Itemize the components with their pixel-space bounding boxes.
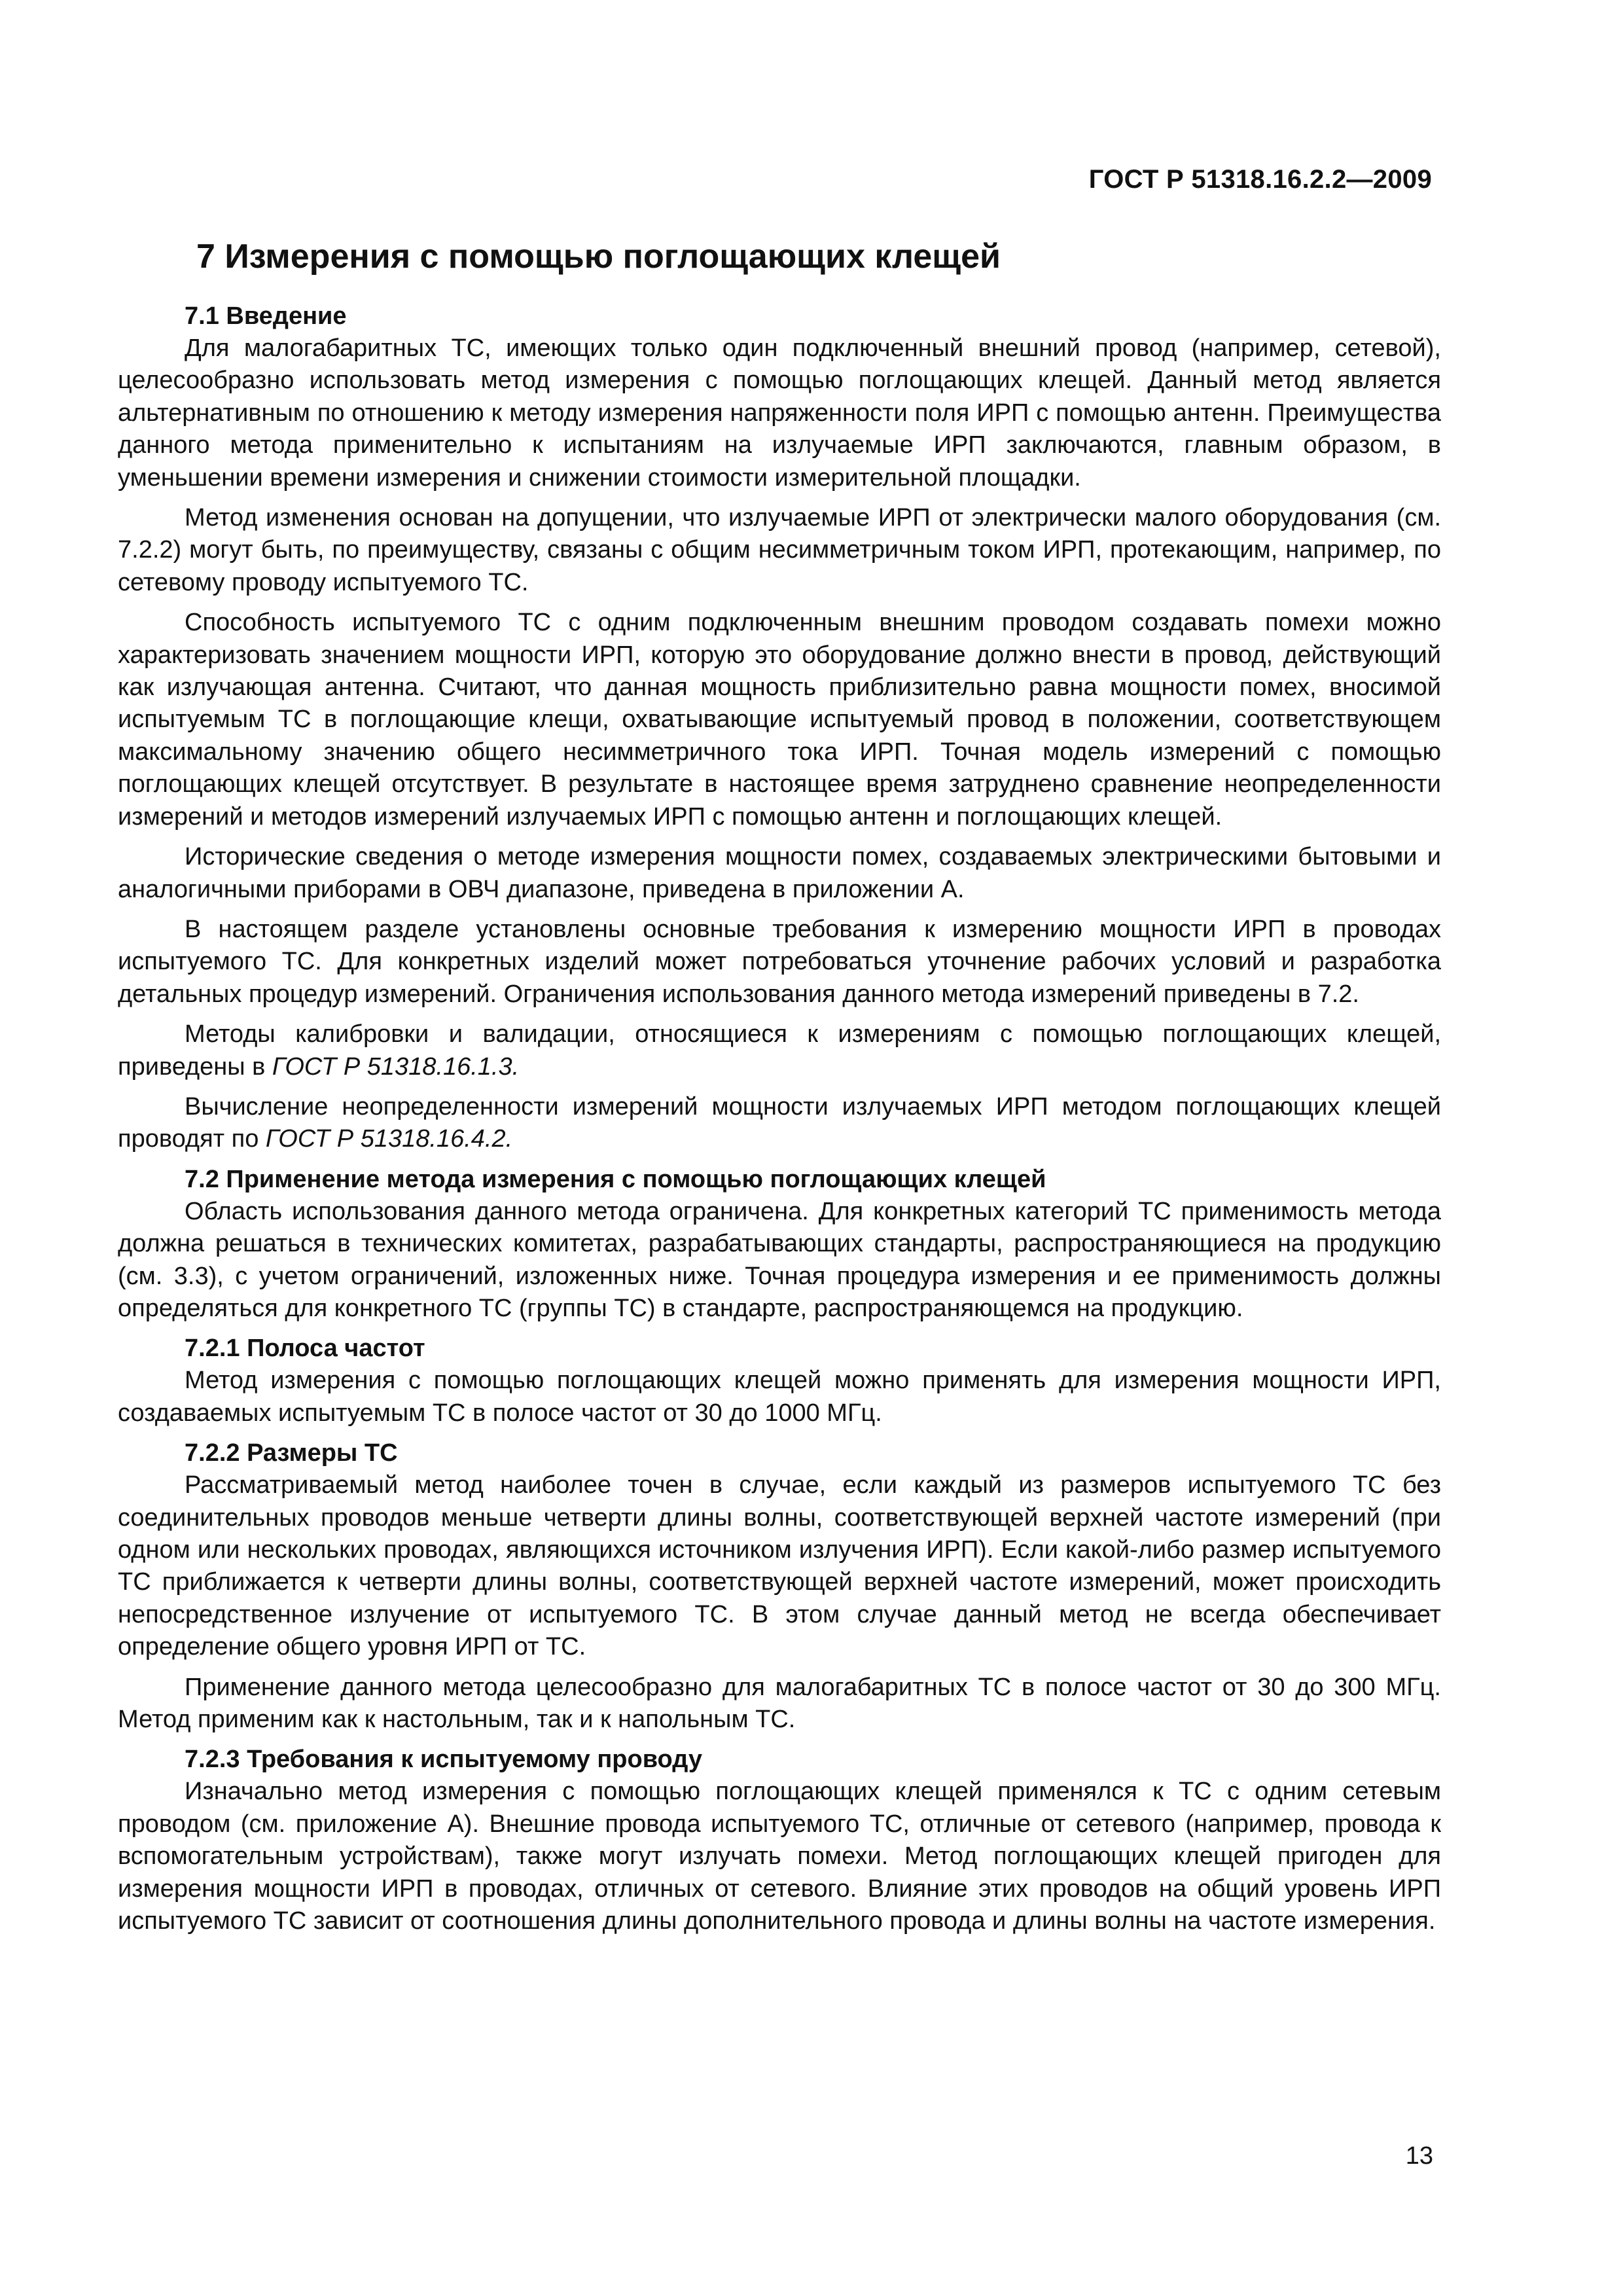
paragraph-7-1-7-text: Вычисление неопределенности измерений мощности излучаемых ИРП методом поглощающих клещей проводят по xyxy=(118,1092,1441,1153)
subsection-title-7-2-3: 7.2.3 Требования к испытуемому проводу xyxy=(185,1746,702,1774)
standard-reference-16-4-2: ГОСТ Р 51318.16.4.2. xyxy=(265,1125,513,1153)
paragraph-7-1-3: Способность испытуемого ТС с одним подключенным внешним проводом создавать помехи можно характеризовать значением мощности ИРП, которую это оборудование должно внести в провод, действующий как излучающая антенна. Считают, что данная мощность приблизительно равна мощности помех, вносимой испытуемым ТС в поглощающие клещи, охватывающие испытуемый провод в положении, соответствующем максимальному значению общего несимметричного тока ИРП. Точная модель измерений с помощью поглощающих клещей отсутствует. В результате в настоящее время затруднено сравнение неопределенности измерений и методов измерений излучаемых ИРП с помощью антенн и поглощающих клещей. xyxy=(118,609,1441,831)
paragraph-7-1-4: Исторические сведения о методе измерения мощности помех, создаваемых электрическими бытовыми и аналогичными приборами в ОВЧ диапазоне, приведена в приложении А. xyxy=(118,843,1441,903)
subsection-title-7-1: 7.1 Введение xyxy=(185,302,347,330)
paragraph-7-2-1-1: Метод измерения с помощью поглощающих клещей можно применять для измерения мощности ИРП, создаваемых испытуемым ТС в полосе частот от 30 до 1000 МГц. xyxy=(118,1367,1441,1427)
paragraph-7-2-2-2: Применение данного метода целесообразно для малогабаритных ТС в полосе частот от 30 до 300 МГц. Метод применим как к настольным, так и к напольным ТС. xyxy=(118,1673,1441,1734)
subsection-title-7-2-1: 7.2.1 Полоса частот xyxy=(185,1335,425,1363)
paragraph-7-2-3-1: Изначально метод измерения с помощью поглощающих клещей применялся к ТС с одним сетевым проводом (см. приложение А). Внешние провода испытуемого ТС, отличные от сетевого (например, провода к вспомогательным устройствам), также могут излучать помехи. Метод поглощающих клещей пригоден для измерения мощности ИРП в проводах, отличных от сетевого. Влияние этих проводов на общий уровень ИРП испытуемого ТС зависит от соотношения длины дополнительного провода и длины волны на частоте измерения. xyxy=(118,1778,1441,1935)
paragraph-7-1-5: В настоящем разделе установлены основные требования к измерению мощности ИРП в проводах испытуемого ТС. Для конкретных изделий может потребоваться уточнение рабочих условий и разработка детальных процедур измерений. Ограничения использования данного метода измерений приведены в 7.2. xyxy=(118,915,1441,1008)
paragraph-7-2-2-1: Рассматриваемый метод наиболее точен в случае, если каждый из размеров испытуемого ТС без соединительных проводов меньше четверти длины волны, соответствующей верхней частоте измерений (при одном или нескольких проводах, являющихся источником излучения ИРП). Если какой-либо размер испытуемого ТС приближается к четверти длины волны, соответствующей верхней частоте измерений, может происходить непосредственное излучение от испытуемого ТС. В этом случае данный метод не всегда обеспечивает определение общего уровня ИРП от ТС. xyxy=(118,1471,1441,1661)
paragraph-7-1-7 xyxy=(118,1091,1441,1156)
subsection-title-7-2: 7.2 Применение метода измерения с помощью поглощающих клещей xyxy=(185,1165,1046,1193)
paragraph-7-2-1: Область использования данного метода ограничена. Для конкретных категорий ТС применимость метода должна решаться в технических комитетах, разрабатывающих стандарты, распространяющиеся на продукцию (см. 3.3), с учетом ограничений, изложенных ниже. Точная процедура измерения и ее применимость должны определяться для конкретного ТС (группы ТС) в стандарте, распространяющемся на продукцию. xyxy=(118,1197,1441,1322)
paragraph-7-1-2: Метод изменения основан на допущении, что излучаемые ИРП от электрически малого оборудования (см. 7.2.2) могут быть, по преимуществу, связаны с общим несимметричным током ИРП, протекающим, например, по сетевому проводу испытуемого ТС. xyxy=(118,504,1441,596)
paragraph-7-1-6 xyxy=(118,1018,1441,1083)
subsection-title-7-2-2: 7.2.2 Размеры ТС xyxy=(185,1439,398,1467)
page-content xyxy=(118,236,1441,1945)
document-code: ГОСТ Р 51318.16.2.2—2009 xyxy=(1088,165,1432,194)
section-title: 7 Измерения с помощью поглощающих клещей xyxy=(196,238,1001,276)
page-number: 13 xyxy=(1405,2142,1433,2170)
standard-reference-16-1-3: ГОСТ Р 51318.16.1.3. xyxy=(272,1052,520,1081)
paragraph-7-1-6-text: Методы калибровки и валидации, относящиеся к измерениям с помощью поглощающих клещей, приведены в xyxy=(118,1020,1441,1081)
paragraph-7-1-1: Для малогабаритных ТС, имеющих только один подключенный внешний провод (например, сетевой), целесообразно использовать метод измерения с помощью поглощающих клещей. Данный метод является альтернативным по отношению к методу измерения напряженности поля ИРП с помощью антенн. Преимущества данного метода применительно к испытаниям на излучаемые ИРП заключаются, главным образом, в уменьшении времени измерения и снижении стоимости измерительной площадки. xyxy=(118,334,1441,492)
